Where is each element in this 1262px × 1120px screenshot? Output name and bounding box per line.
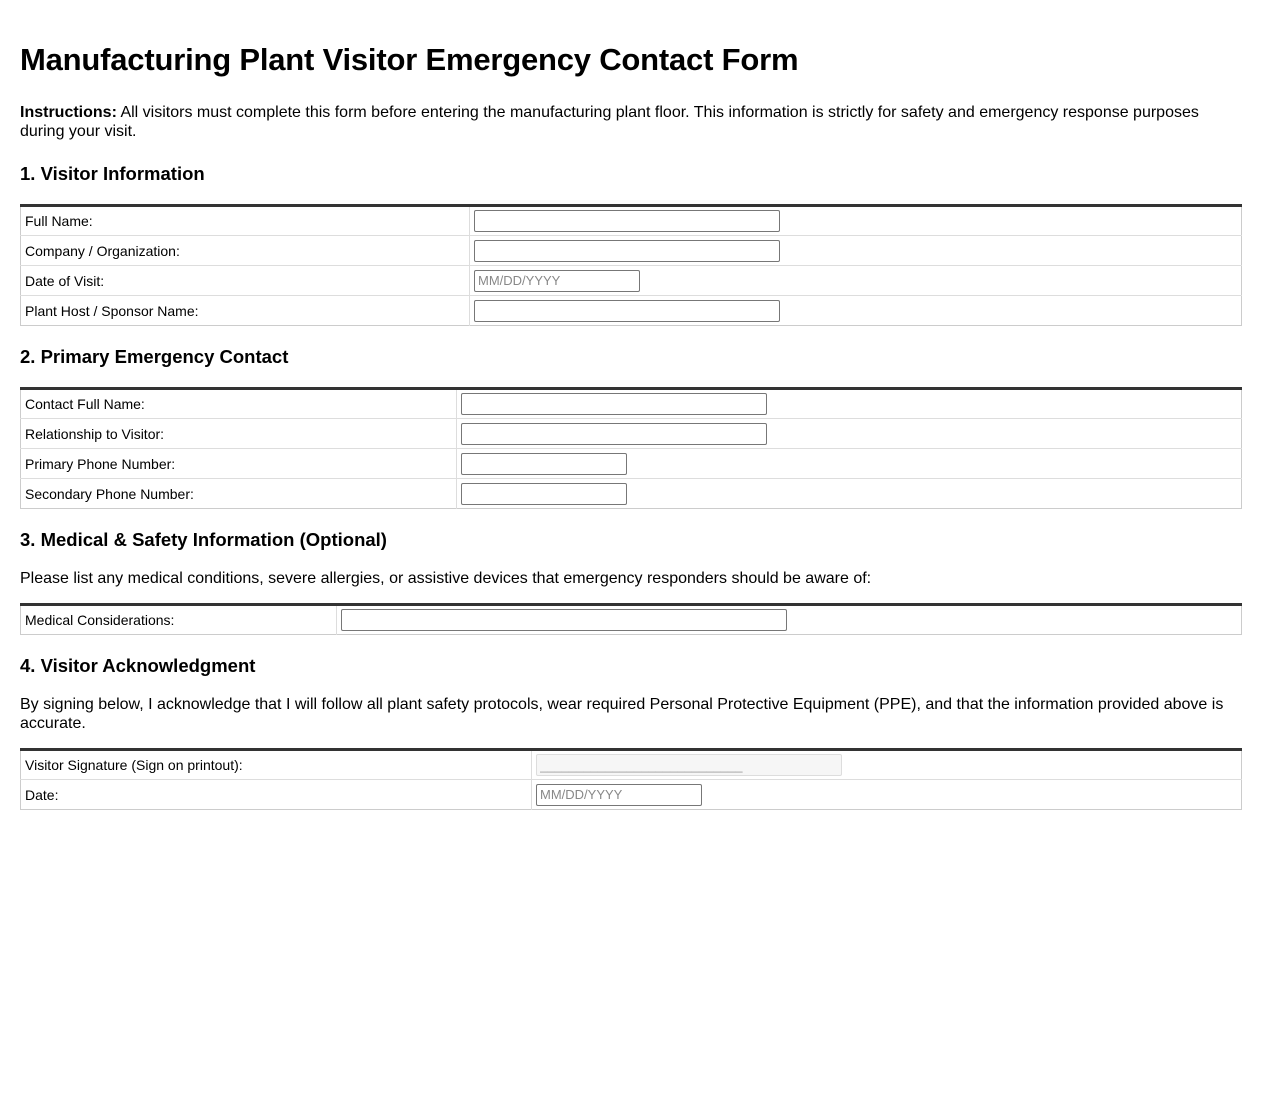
field-cell [457, 419, 1242, 449]
table-row [21, 389, 1242, 419]
primary-phone-input[interactable] [461, 453, 627, 475]
plant-host-label: Plant Host / Sponsor Name: [21, 296, 470, 326]
secondary-phone-input[interactable] [461, 483, 627, 505]
field-cell [532, 780, 1242, 810]
company-label: Company / Organization: [21, 236, 470, 266]
field-cell [457, 389, 1242, 419]
full-name-input[interactable] [474, 210, 780, 232]
plant-host-input[interactable] [474, 300, 780, 322]
page-title: Manufacturing Plant Visitor Emergency Contact Form [20, 42, 799, 77]
table-row [21, 296, 1242, 326]
table-row [21, 605, 1242, 635]
medical-considerations-label: Medical Considerations: [21, 605, 337, 635]
primary-phone-label: Primary Phone Number: [21, 449, 457, 479]
section-heading-medical-safety: 3. Medical & Safety Information (Optional) [20, 529, 387, 550]
table-row [21, 419, 1242, 449]
date-of-visit-label: Date of Visit: [21, 266, 470, 296]
section-heading-visitor-acknowledgment: 4. Visitor Acknowledgment [20, 655, 256, 676]
instructions [20, 103, 1242, 141]
instructions-text: All visitors must complete this form before entering the manufacturing plant floor. This information is strictly for safety and emergency response purposes during your visit. [20, 104, 1199, 140]
section-heading-primary-emergency-contact: 2. Primary Emergency Contact [20, 346, 289, 367]
field-cell [470, 206, 1242, 236]
table-row [21, 206, 1242, 236]
emergency-contact-table [20, 387, 1242, 509]
table-row [21, 780, 1242, 810]
company-input[interactable] [474, 240, 780, 262]
acknowledgment-description: By signing below, I acknowledge that I will follow all plant safety protocols, wear required Personal Protective Equipment (PPE), and that the information provided above is accurate. [20, 696, 1224, 732]
table-row [21, 479, 1242, 509]
field-cell [470, 296, 1242, 326]
table-row [21, 236, 1242, 266]
acknowledgment-date-label: Date: [21, 780, 532, 810]
instructions-label: Instructions: [20, 104, 117, 121]
acknowledgment-table [20, 748, 1242, 810]
visitor-signature-label: Visitor Signature (Sign on printout): [21, 750, 532, 780]
table-row [21, 266, 1242, 296]
field-cell [470, 266, 1242, 296]
field-cell [337, 605, 1242, 635]
field-cell [532, 750, 1242, 780]
acknowledgment-date-input[interactable] [536, 784, 702, 806]
field-cell [457, 449, 1242, 479]
field-cell [457, 479, 1242, 509]
relationship-label: Relationship to Visitor: [21, 419, 457, 449]
secondary-phone-label: Secondary Phone Number: [21, 479, 457, 509]
medical-table [20, 603, 1242, 635]
medical-description: Please list any medical conditions, severe allergies, or assistive devices that emergency responders should be aware of: [20, 570, 872, 587]
contact-full-name-label: Contact Full Name: [21, 389, 457, 419]
full-name-label: Full Name: [21, 206, 470, 236]
visitor-information-table [20, 204, 1242, 326]
section-heading-visitor-information: 1. Visitor Information [20, 163, 205, 184]
contact-full-name-input[interactable] [461, 393, 767, 415]
relationship-input[interactable] [461, 423, 767, 445]
visitor-signature-input[interactable] [536, 754, 842, 776]
medical-considerations-input[interactable] [341, 609, 787, 631]
table-row [21, 750, 1242, 780]
table-row [21, 449, 1242, 479]
date-of-visit-input[interactable] [474, 270, 640, 292]
field-cell [470, 236, 1242, 266]
